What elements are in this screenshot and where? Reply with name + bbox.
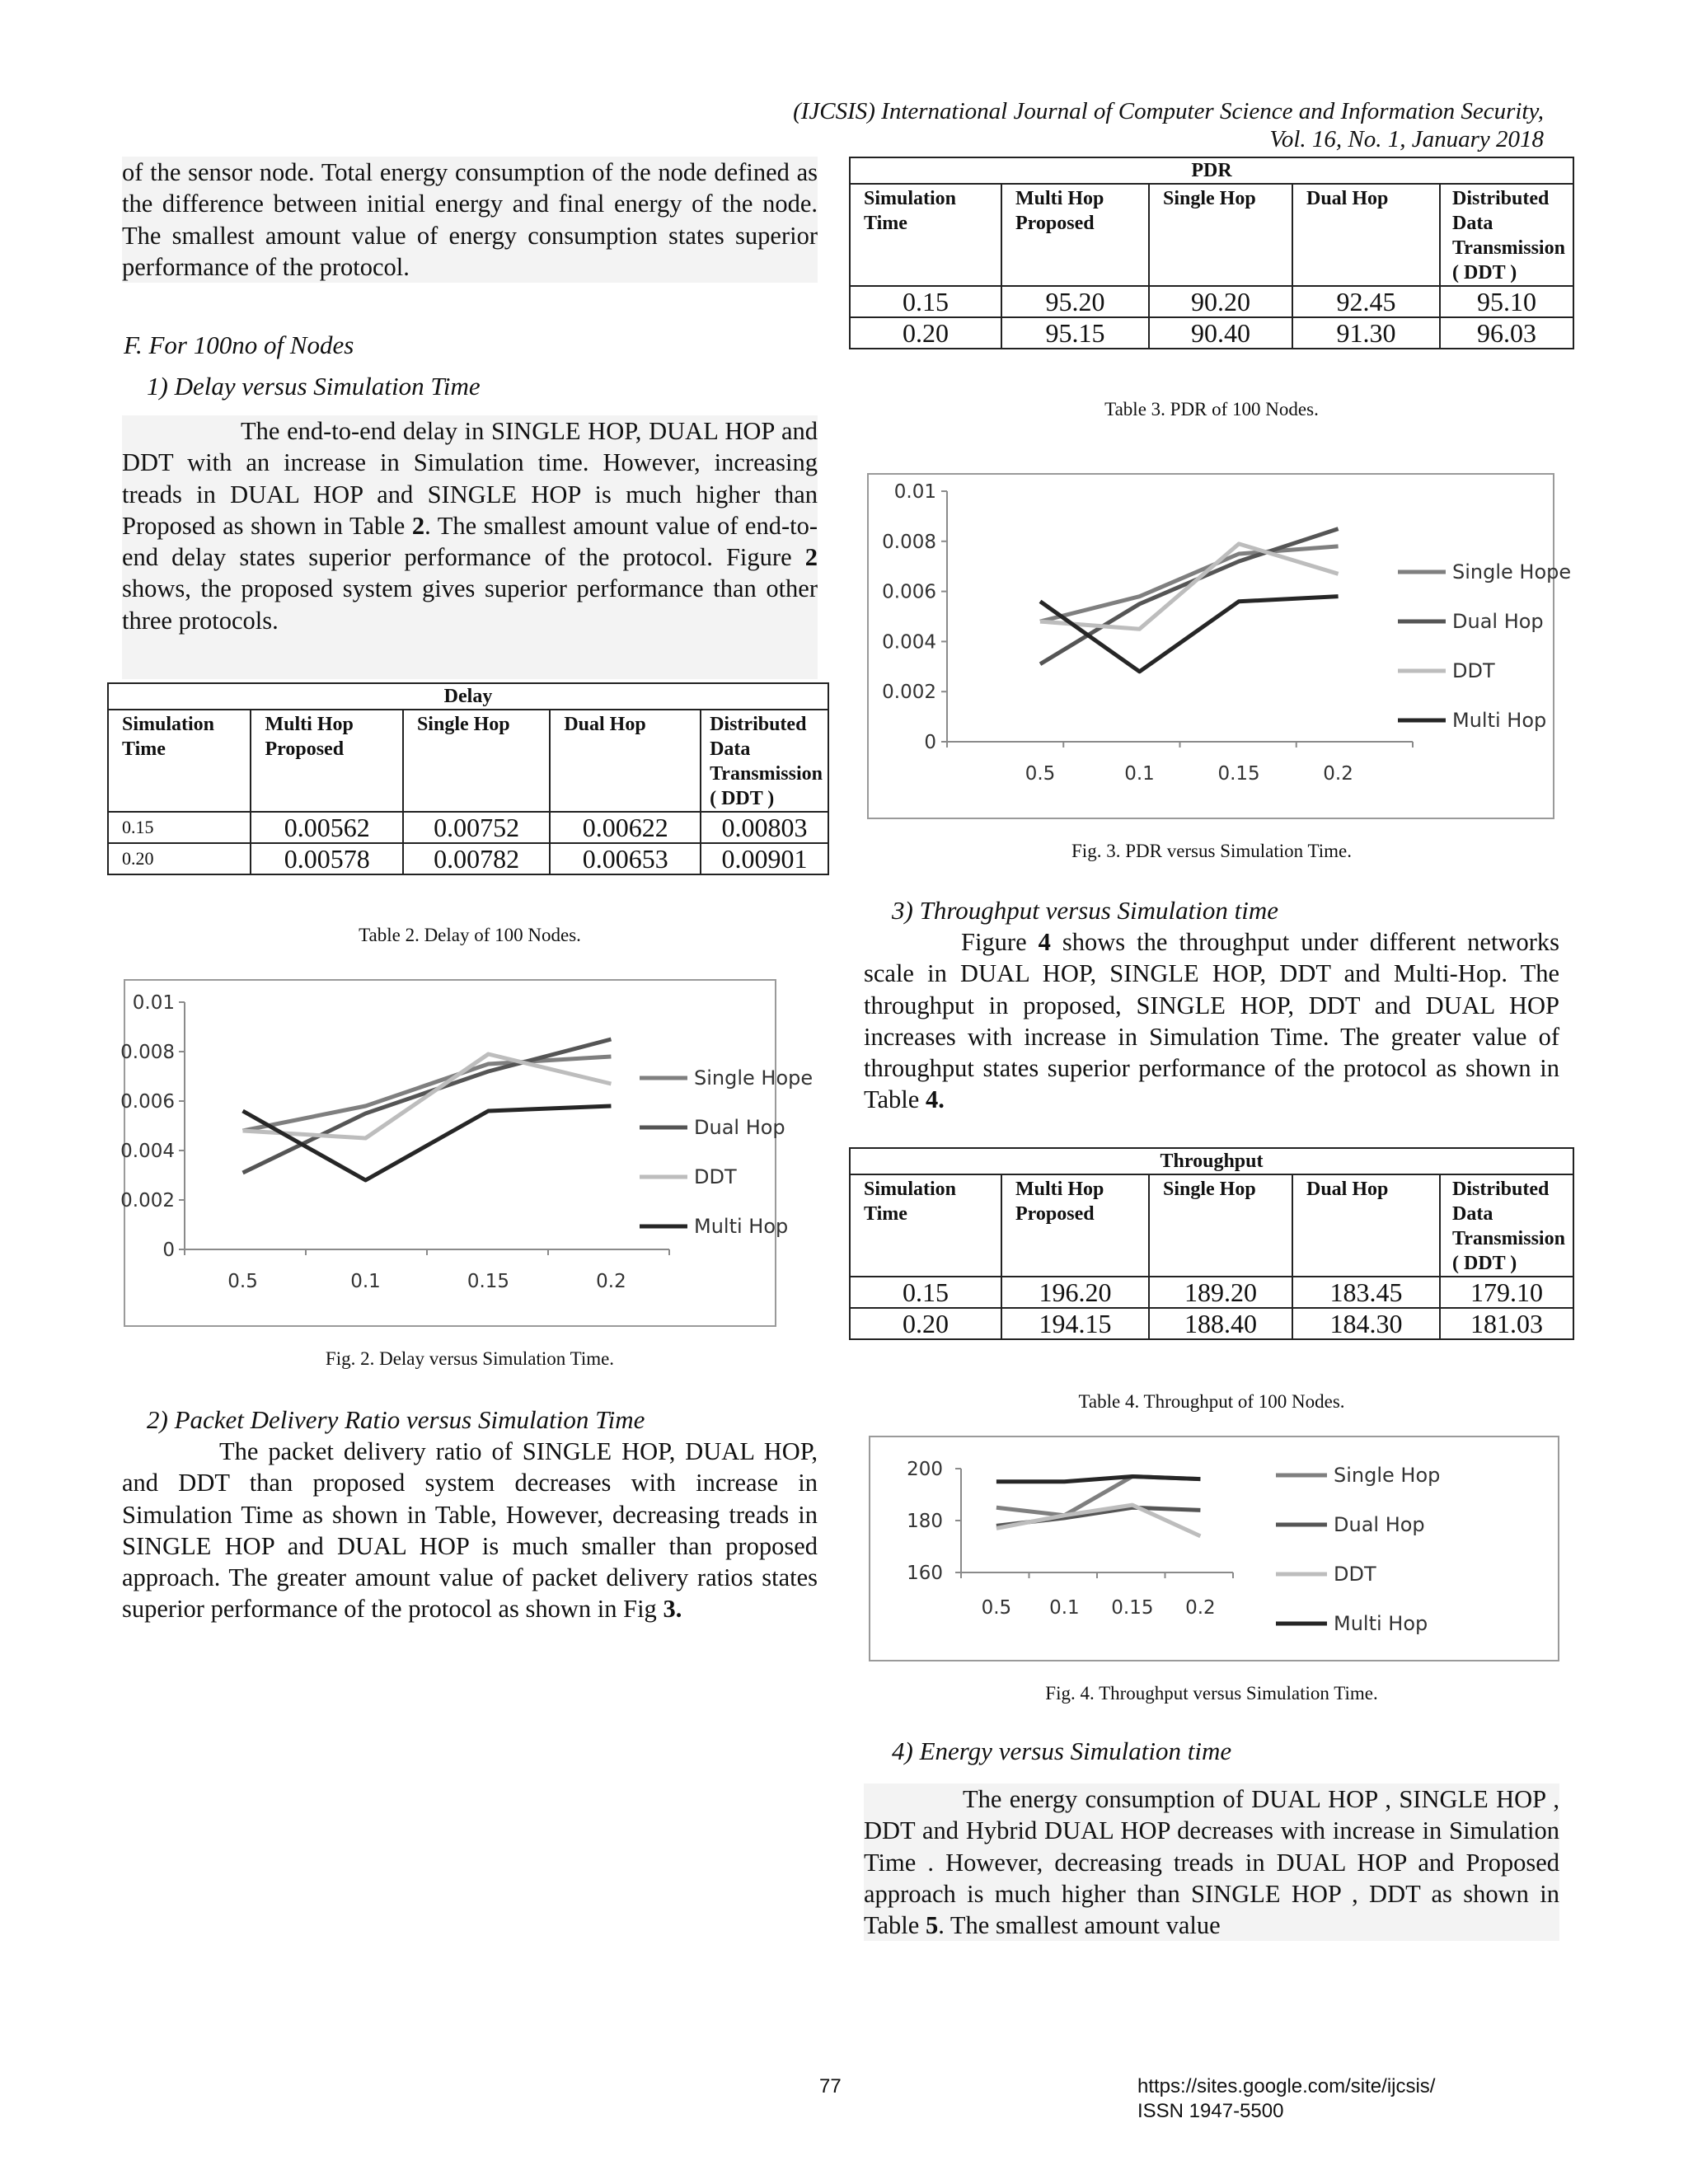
table-cell: 0.00578: [251, 843, 402, 874]
table-cell: 0.00752: [403, 812, 550, 843]
table-cell: 0.00622: [550, 812, 701, 843]
table-cell: 196.20: [1001, 1277, 1149, 1308]
paragraph-delay-text-2: . The smallest amount value of end-to-end delay states superior performance of the protocol. Figure: [122, 511, 818, 572]
paragraph-throughput: [864, 926, 1559, 1116]
legend-label: Dual Hop: [1334, 1513, 1425, 1536]
y-tick-label: 0.008: [120, 1042, 175, 1063]
table-cell: 0.15: [850, 286, 1001, 317]
series-line: [1040, 544, 1339, 629]
y-tick-label: 0.006: [120, 1091, 175, 1113]
ref-table-5[interactable]: 5: [925, 1911, 939, 1940]
y-tick-label: 0.006: [882, 581, 936, 603]
footer-issn: ISSN 1947-5500: [1137, 2100, 1284, 2122]
series-line: [243, 1106, 612, 1180]
table-cell: 0.20: [850, 317, 1001, 349]
table-cell: 0.15: [850, 1277, 1001, 1308]
table-cell: 0.20: [108, 843, 251, 874]
table-pdr-header: Single Hop: [1149, 184, 1292, 286]
chart-fig2: [120, 979, 814, 1327]
y-tick-label: 0.01: [132, 992, 175, 1014]
paragraph-pdr-text: The packet delivery ratio of SINGLE HOP, DUAL HOP, and DDT than proposed system decreases with increase in Simulation Time as shown in Table, However, decreasing treads in SINGLE HOP and DUAL HOP is much smaller than proposed approach. The greater amount value of packet delivery ratios states superior performance of the protocol as shown in Fig: [122, 1437, 818, 1624]
table-pdr-title: PDR: [850, 157, 1573, 184]
fig-4-caption: Fig. 4. Throughput versus Simulation Time.: [1045, 1683, 1378, 1704]
x-tick-label: 0.15: [1217, 763, 1260, 785]
ref-figure-2[interactable]: 2: [804, 543, 818, 572]
x-tick-label: 0.15: [467, 1271, 510, 1292]
table-row: [850, 1308, 1573, 1339]
legend-label: Dual Hop: [1452, 610, 1544, 633]
table-cell: 194.15: [1001, 1308, 1149, 1339]
y-tick-label: 0.008: [882, 531, 936, 553]
journal-header-line2: Vol. 16, No. 1, January 2018: [1269, 126, 1544, 152]
fig-2-caption: Fig. 2. Delay versus Simulation Time.: [325, 1348, 615, 1369]
table-cell: 0.00562: [251, 812, 402, 843]
fig-3-caption: Fig. 3. PDR versus Simulation Time.: [1071, 841, 1352, 861]
legend-label: Single Hope: [694, 1066, 814, 1090]
table-cell: 0.00901: [701, 843, 828, 874]
table-throughput-header: Simulation Time: [850, 1174, 1001, 1277]
table-cell: 184.30: [1292, 1308, 1440, 1339]
ref-table-2[interactable]: 2: [411, 511, 425, 540]
legend-label: Multi Hop: [694, 1215, 789, 1238]
table-cell: 0.00653: [550, 843, 701, 874]
table-pdr: [849, 157, 1574, 349]
table-cell: 179.10: [1440, 1277, 1573, 1308]
table-pdr-header: Dual Hop: [1292, 184, 1440, 286]
series-line: [1040, 597, 1339, 672]
table-pdr-header: Simulation Time: [850, 184, 1001, 286]
ref-figure-4[interactable]: 4: [1038, 928, 1051, 956]
paragraph-energy-text-1: The energy consumption of DUAL HOP , SINGLE HOP , DDT and Hybrid DUAL HOP decreases with increase in Simulation Time . However, decreasing treads in DUAL HOP and Proposed approach is much higher than SINGLE HOP , DDT as shown in Table: [864, 1785, 1559, 1940]
table-cell: 90.20: [1149, 286, 1292, 317]
paragraph-energy-text-2: . The smallest amount value: [938, 1911, 1221, 1940]
table-row: [850, 286, 1573, 317]
x-tick-label: 0.5: [227, 1271, 258, 1292]
table-delay-header: Single Hop: [403, 710, 550, 812]
table-cell: 91.30: [1292, 317, 1440, 349]
table-throughput-header: Distributed Data Transmission ( DDT ): [1440, 1174, 1573, 1277]
table-cell: 90.40: [1149, 317, 1292, 349]
x-tick-label: 0.2: [1323, 763, 1353, 785]
table-cell: 0.20: [850, 1308, 1001, 1339]
table-throughput-header: Single Hop: [1149, 1174, 1292, 1277]
subheading-pdr: 2) Packet Delivery Ratio versus Simulation Time: [147, 1405, 645, 1434]
x-tick-label: 0.1: [1049, 1597, 1080, 1619]
subheading-throughput: 3) Throughput versus Simulation time: [892, 896, 1279, 925]
table-delay-header: Distributed Data Transmission ( DDT ): [701, 710, 828, 812]
paragraph-pdr: [122, 1436, 818, 1625]
x-tick-label: 0.2: [596, 1271, 626, 1292]
x-tick-label: 0.1: [1124, 763, 1155, 785]
paragraph-energy-definition: of the sensor node. Total energy consumption of the node defined as the difference between initial energy and final energy of the node. The smallest amount value of energy consumption states superior performance of the protocol.: [122, 157, 818, 283]
table-delay-header: Multi Hop Proposed: [251, 710, 402, 812]
legend-label: Single Hop: [1334, 1464, 1441, 1487]
journal-header-line1: (IJCSIS) International Journal of Computer Science and Information Security,: [793, 98, 1544, 124]
ref-table-4[interactable]: 4.: [925, 1085, 945, 1114]
table-cell: 96.03: [1440, 317, 1573, 349]
journal-header: [596, 97, 1544, 153]
x-tick-label: 0.1: [350, 1271, 381, 1292]
y-tick-label: 0.004: [120, 1141, 175, 1162]
table-row: [108, 843, 828, 874]
chart-fig3-svg: [869, 475, 1572, 818]
chart-fig3: [867, 473, 1572, 819]
table-cell: 183.45: [1292, 1277, 1440, 1308]
legend-label: Dual Hop: [694, 1116, 785, 1139]
page-number: 77: [819, 2075, 842, 2097]
y-tick-label: 200: [907, 1459, 943, 1480]
y-tick-label: 180: [907, 1511, 943, 1532]
paragraph-energy: [864, 1783, 1559, 1941]
paragraph-delay-text-3: shows, the proposed system gives superior performance than other three protocols.: [122, 574, 818, 635]
y-tick-label: 0.004: [882, 631, 936, 654]
table-cell: 188.40: [1149, 1308, 1292, 1339]
table-cell: 95.15: [1001, 317, 1149, 349]
legend-label: DDT: [1452, 659, 1495, 682]
y-tick-label: 0.002: [882, 682, 936, 704]
legend-label: Single Hope: [1452, 560, 1572, 583]
series-line: [996, 1476, 1201, 1481]
x-tick-label: 0.15: [1111, 1597, 1154, 1619]
table-row: [850, 317, 1573, 349]
paragraph-throughput-text-1: Figure: [961, 928, 1039, 956]
paragraph-delay-text-1: The end-to-end delay in SINGLE HOP, DUAL HOP and DDT with an increase in Simulation time. However, increasing treads in DUAL HOP and SINGLE HOP is much higher than Proposed as shown in Table: [122, 417, 818, 540]
table-pdr-header: Multi Hop Proposed: [1001, 184, 1149, 286]
table-cell: 0.00782: [403, 843, 550, 874]
y-tick-label: 160: [907, 1563, 943, 1584]
table-delay-header: Dual Hop: [550, 710, 701, 812]
table-row: [108, 812, 828, 843]
series-line: [243, 1054, 612, 1138]
table-2-caption: Table 2. Delay of 100 Nodes.: [359, 925, 581, 945]
ref-figure-3[interactable]: 3.: [663, 1595, 682, 1624]
table-4-caption: Table 4. Throughput of 100 Nodes.: [1078, 1391, 1345, 1412]
table-cell: 189.20: [1149, 1277, 1292, 1308]
table-throughput-title: Throughput: [850, 1148, 1573, 1174]
y-tick-label: 0.01: [893, 481, 936, 503]
subheading-energy: 4) Energy versus Simulation time: [892, 1736, 1232, 1765]
paragraph-delay: [122, 415, 818, 679]
table-delay: [107, 682, 829, 875]
legend-label: Multi Hop: [1334, 1612, 1428, 1635]
y-tick-label: 0.002: [120, 1190, 175, 1212]
section-heading-100-nodes: F. For 100no of Nodes: [124, 330, 354, 359]
table-cell: 0.00803: [701, 812, 828, 843]
table-cell: 92.45: [1292, 286, 1440, 317]
legend-label: Multi Hop: [1452, 709, 1547, 732]
chart-fig4-svg: [870, 1437, 1558, 1660]
legend-label: DDT: [694, 1165, 737, 1188]
paragraph-throughput-text-2: shows the throughput under different networks scale in DUAL HOP, SINGLE HOP, DDT and Multi-Hop. The throughput in proposed, SINGLE HOP, DDT and DUAL HOP increases with increase in Simulation Time. The greater value of throughput states superior performance of the protocol as shown in Table: [864, 928, 1559, 1114]
table-delay-header: Simulation Time: [108, 710, 251, 812]
subheading-delay: 1) Delay versus Simulation Time: [147, 372, 481, 401]
chart-fig4: [869, 1436, 1559, 1661]
legend-label: DDT: [1334, 1563, 1376, 1586]
y-tick-label: 0: [924, 732, 936, 753]
table-cell: 0.15: [108, 812, 251, 843]
table-delay-title: Delay: [108, 683, 828, 710]
table-throughput: [849, 1147, 1574, 1340]
table-row: [850, 1277, 1573, 1308]
table-cell: 95.20: [1001, 286, 1149, 317]
table-throughput-header: Dual Hop: [1292, 1174, 1440, 1277]
table-pdr-header: Distributed Data Transmission ( DDT ): [1440, 184, 1573, 286]
y-tick-label: 0: [162, 1240, 175, 1261]
table-3-caption: Table 3. PDR of 100 Nodes.: [1104, 399, 1319, 419]
table-cell: 95.10: [1440, 286, 1573, 317]
footer-url[interactable]: https://sites.google.com/site/ijcsis/: [1137, 2075, 1436, 2097]
x-tick-label: 0.2: [1185, 1597, 1216, 1619]
x-tick-label: 0.5: [981, 1597, 1012, 1619]
x-tick-label: 0.5: [1025, 763, 1056, 785]
chart-fig2-svg: [120, 981, 814, 1325]
table-cell: 181.03: [1440, 1308, 1573, 1339]
table-throughput-header: Multi Hop Proposed: [1001, 1174, 1149, 1277]
